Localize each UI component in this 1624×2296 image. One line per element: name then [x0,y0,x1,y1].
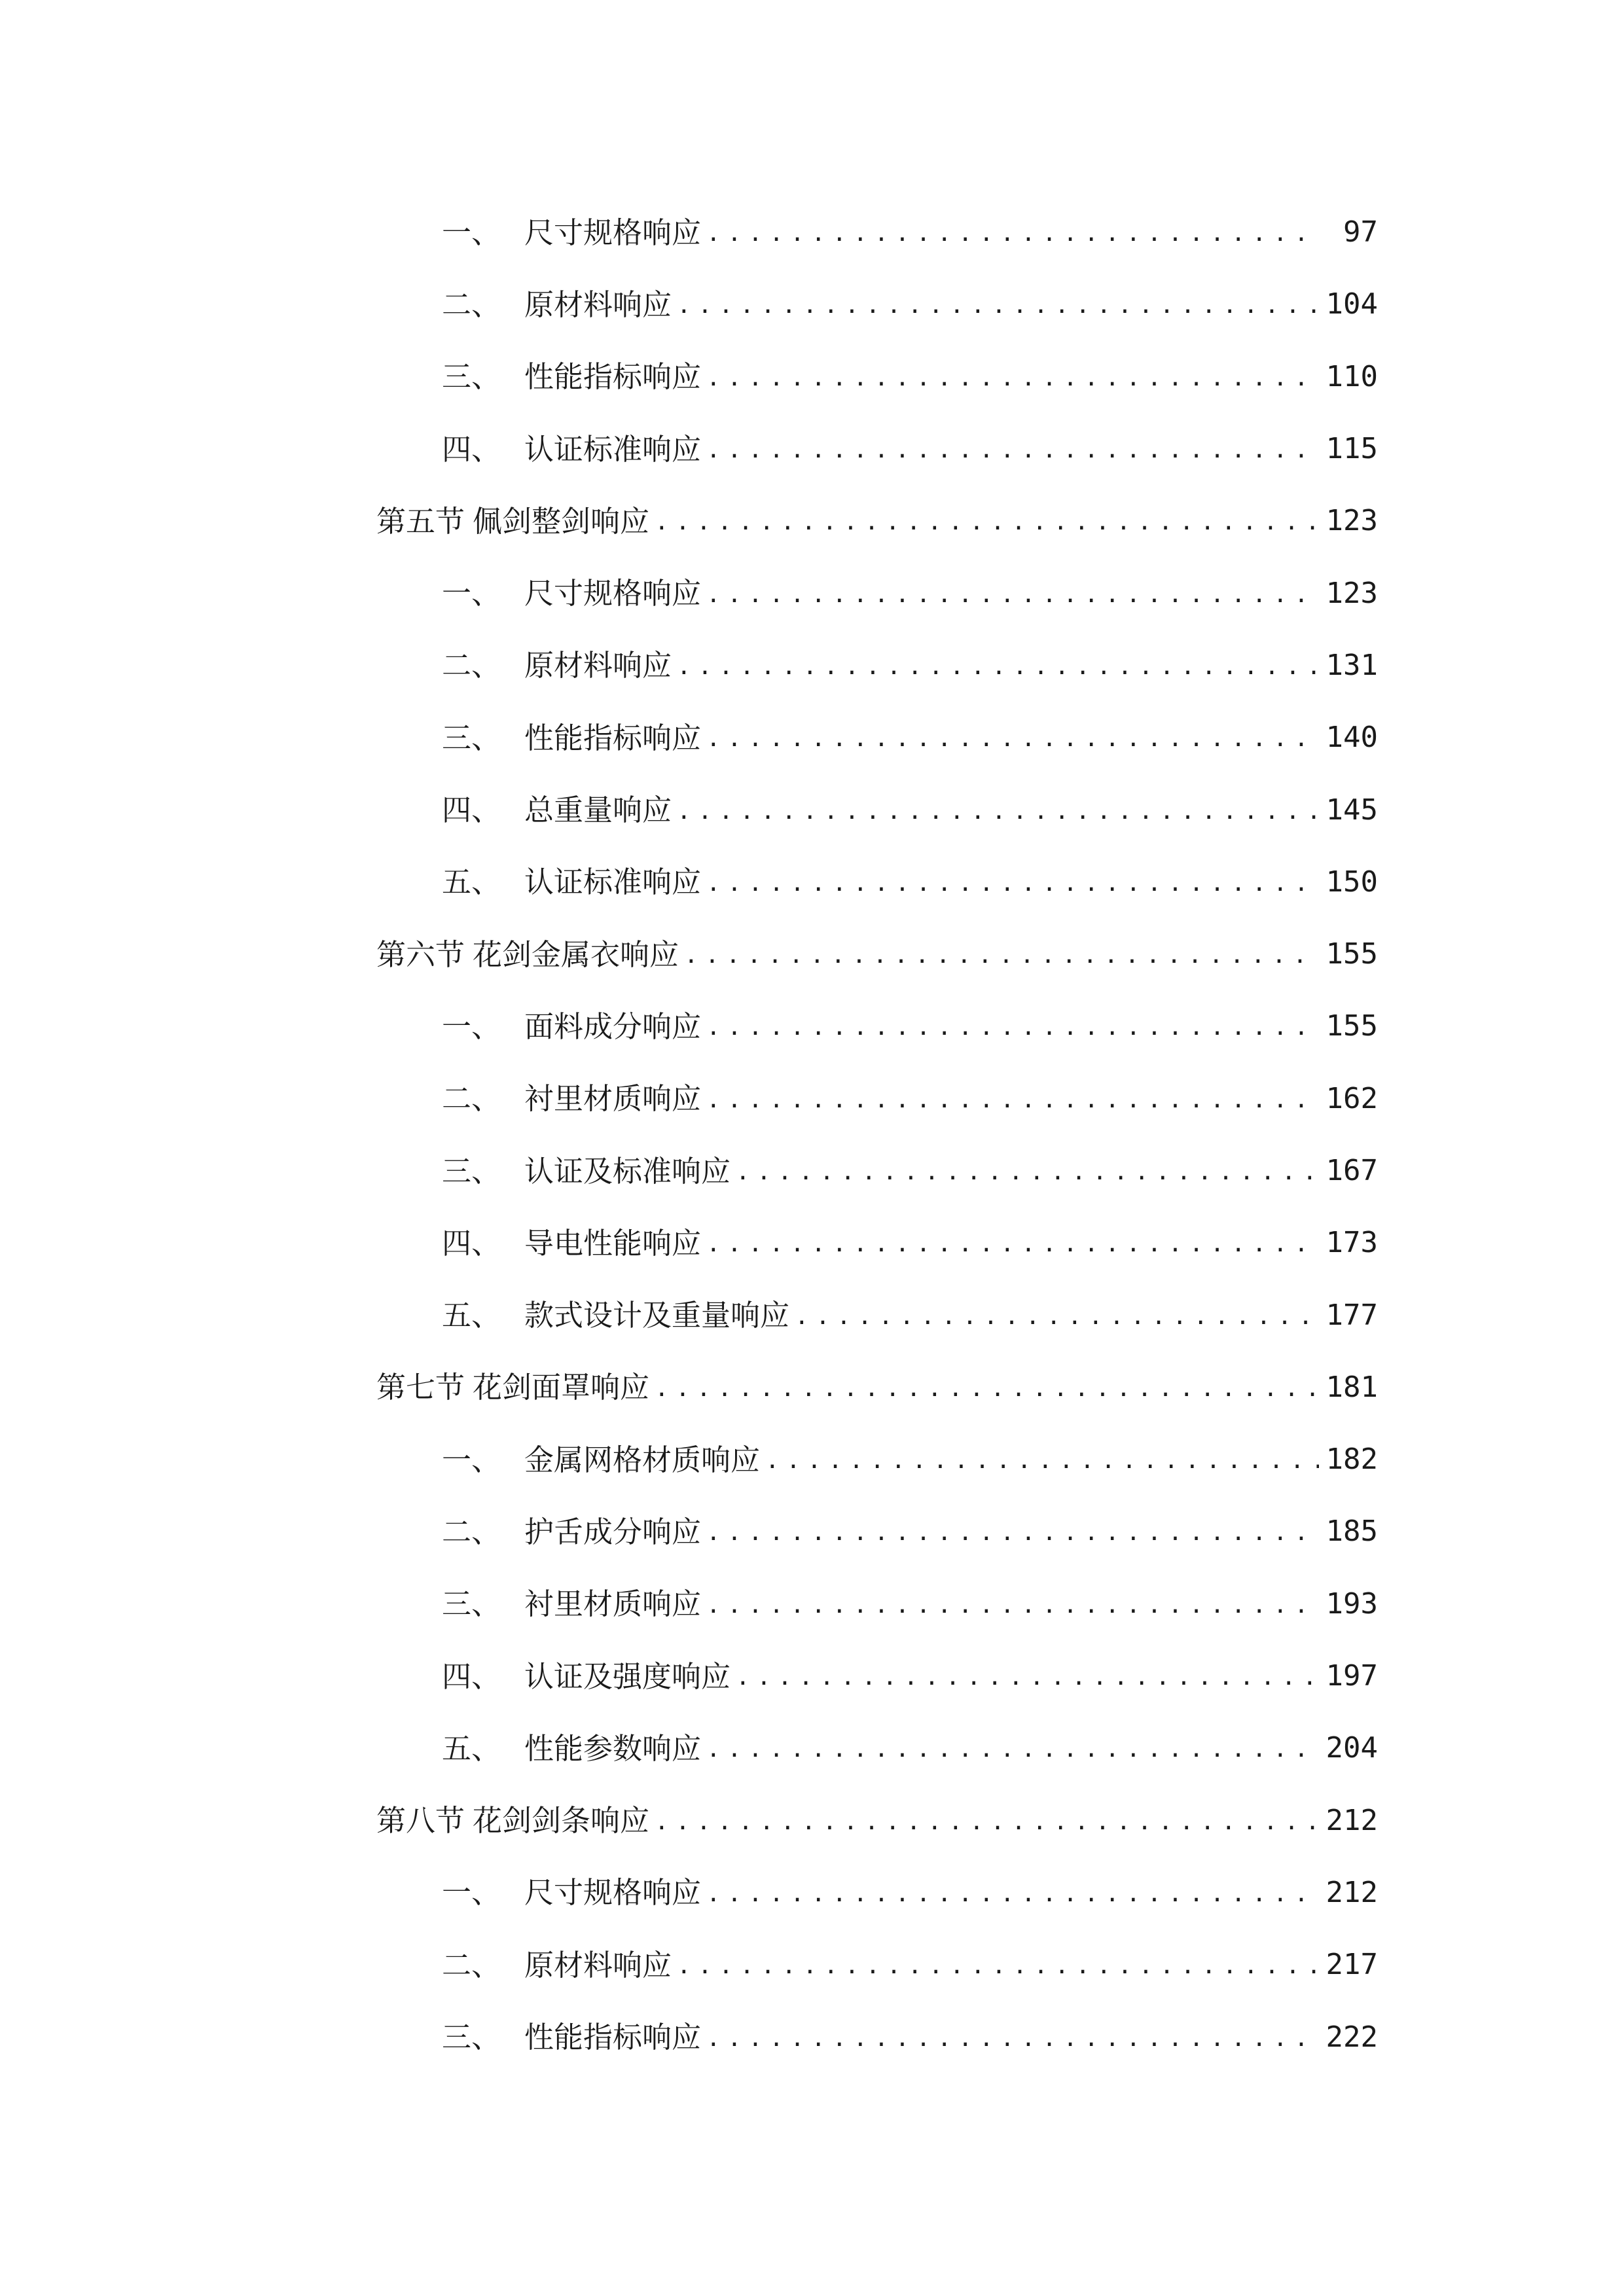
toc-dot-leader [706,727,1319,751]
toc-page-number: 177 [1326,1298,1378,1332]
toc-entry[interactable] [376,1496,1378,1568]
toc-entry[interactable] [376,413,1378,485]
toc-page-number: 185 [1326,1515,1378,1549]
toc-page-number: 155 [1326,937,1378,971]
toc-section-number: 第五节 [376,503,465,539]
toc-entry-number: 二、 [442,1514,501,1549]
toc-dot-leader [677,1954,1319,1978]
toc-dot-leader [706,1088,1319,1112]
toc-page-number: 212 [1326,1875,1378,1909]
toc-entry[interactable] [376,774,1378,846]
toc-page-number: 204 [1326,1731,1378,1765]
toc-entry[interactable] [376,630,1378,702]
toc-section-title: 花剑金属衣响应 [473,937,679,972]
toc-page-number: 222 [1326,2020,1378,2054]
toc-section-number: 第六节 [376,937,465,972]
toc-entry-number: 三、 [442,720,501,755]
toc-entry-title: 原材料响应 [524,1947,672,1982]
toc-entry-title: 原材料响应 [524,287,672,322]
toc-page-number: 181 [1326,1370,1378,1404]
toc-dot-leader [706,583,1319,607]
toc-page-number: 217 [1326,1948,1378,1982]
toc-page-number: 193 [1326,1587,1378,1621]
toc-entry[interactable] [376,1207,1378,1279]
toc-page-number: 155 [1326,1009,1378,1043]
toc-section-entry[interactable] [376,1785,1378,1857]
toc-dot-leader [706,222,1319,245]
toc-entry[interactable] [376,1929,1378,2001]
toc-page-number: 145 [1326,793,1378,827]
toc-entry-number: 一、 [442,1875,501,1910]
toc-dot-leader [736,1666,1319,1689]
toc-dot-leader [684,944,1319,967]
toc-entry[interactable] [376,990,1378,1062]
toc-section-number: 第七节 [376,1370,465,1405]
toc-entry-title: 金属网格材质响应 [524,1442,761,1477]
toc-entry-number: 二、 [442,1947,501,1982]
toc-section-entry[interactable] [376,485,1378,557]
toc-section-entry[interactable] [376,918,1378,990]
toc-entry-title: 导电性能响应 [524,1225,702,1261]
toc-entry-number: 三、 [442,2020,501,2055]
toc-dot-leader [736,1160,1319,1184]
toc-entry-title: 衬里材质响应 [524,1587,702,1622]
toc-page-number: 150 [1326,865,1378,899]
toc-page-number: 123 [1326,504,1378,538]
toc-entry-title: 性能指标响应 [524,359,702,395]
toc-entry-number: 三、 [442,1153,501,1189]
toc-page-number: 167 [1326,1154,1378,1187]
toc-entry-title: 认证及标准响应 [524,1153,731,1189]
toc-section-title: 花剑剑条响应 [473,1803,650,1839]
toc-section-title: 佩剑整剑响应 [473,503,650,539]
toc-page-number: 182 [1326,1443,1378,1477]
toc-entry-title: 性能指标响应 [524,2020,702,2055]
toc-entry[interactable] [376,268,1378,340]
toc-dot-leader [706,1016,1319,1039]
toc-section-entry[interactable] [376,1352,1378,1424]
toc-dot-leader [795,1305,1319,1329]
toc-dot-leader [706,872,1319,895]
toc-dot-leader [706,367,1319,390]
toc-entry-number: 一、 [442,576,501,611]
toc-entry-title: 性能指标响应 [524,720,702,755]
toc-entry[interactable] [376,1063,1378,1135]
toc-entry-number: 五、 [442,865,501,900]
toc-section-title: 花剑面罩响应 [473,1370,650,1405]
table-of-contents [376,196,1378,2073]
toc-entry-title: 性能参数响应 [524,1731,702,1766]
toc-page-number: 197 [1326,1659,1378,1693]
toc-entry-title: 款式设计及重量响应 [524,1298,790,1333]
toc-entry[interactable] [376,1568,1378,1640]
toc-dot-leader [677,655,1319,679]
toc-entry-title: 尺寸规格响应 [524,215,702,250]
toc-entry-number: 四、 [442,1225,501,1261]
toc-entry-number: 一、 [442,215,501,250]
toc-page-number: 131 [1326,648,1378,682]
toc-entry-number: 一、 [442,1442,501,1477]
toc-entry[interactable] [376,702,1378,774]
toc-entry-title: 认证及强度响应 [524,1659,731,1694]
toc-dot-leader [765,1449,1319,1473]
toc-page-number: 110 [1326,359,1378,393]
toc-dot-leader [706,1882,1319,1906]
toc-entry[interactable] [376,1712,1378,1784]
toc-dot-leader [706,1594,1319,1617]
toc-page-number: 212 [1326,1803,1378,1837]
toc-dot-leader [706,439,1319,462]
toc-entry[interactable] [376,846,1378,918]
toc-entry-title: 认证标准响应 [524,865,702,900]
toc-entry-title: 原材料响应 [524,648,672,683]
toc-entry[interactable] [376,2001,1378,2073]
toc-entry-number: 一、 [442,1009,501,1044]
toc-entry-number: 二、 [442,1081,501,1117]
toc-entry[interactable] [376,1640,1378,1712]
toc-dot-leader [706,2027,1319,2051]
toc-dot-leader [706,1738,1319,1761]
toc-entry-number: 二、 [442,287,501,322]
toc-entry-number: 四、 [442,1659,501,1694]
toc-dot-leader [655,511,1319,534]
toc-entry-title: 总重量响应 [524,793,672,828]
toc-entry-number: 四、 [442,431,501,467]
toc-dot-leader [655,1810,1319,1834]
toc-entry-title: 认证标准响应 [524,431,702,467]
toc-entry-title: 护舌成分响应 [524,1514,702,1549]
toc-entry-title: 面料成分响应 [524,1009,702,1044]
toc-entry-number: 二、 [442,648,501,683]
toc-entry-number: 五、 [442,1731,501,1766]
toc-dot-leader [655,1377,1319,1401]
toc-entry[interactable] [376,196,1378,268]
toc-entry[interactable] [376,341,1378,413]
toc-dot-leader [677,294,1319,317]
toc-page-number: 140 [1326,721,1378,755]
toc-page-number: 104 [1326,287,1378,321]
toc-page-number: 162 [1326,1081,1378,1115]
toc-entry-number: 三、 [442,1587,501,1622]
toc-entry-title: 尺寸规格响应 [524,576,702,611]
toc-page-number: 115 [1326,432,1378,466]
toc-entry[interactable] [376,1135,1378,1207]
toc-entry-title: 衬里材质响应 [524,1081,702,1117]
toc-page-number: 123 [1326,576,1378,610]
toc-dot-leader [677,800,1319,823]
toc-entry[interactable] [376,557,1378,629]
toc-dot-leader [706,1521,1319,1545]
toc-entry[interactable] [376,1279,1378,1351]
toc-dot-leader [706,1232,1319,1256]
toc-entry-number: 四、 [442,793,501,828]
toc-page-number: 97 [1343,215,1378,249]
toc-entry-number: 五、 [442,1298,501,1333]
toc-entry-title: 尺寸规格响应 [524,1875,702,1910]
toc-entry[interactable] [376,1857,1378,1929]
toc-section-number: 第八节 [376,1803,465,1839]
toc-entry[interactable] [376,1424,1378,1496]
toc-entry-number: 三、 [442,359,501,395]
toc-page-number: 173 [1326,1226,1378,1260]
